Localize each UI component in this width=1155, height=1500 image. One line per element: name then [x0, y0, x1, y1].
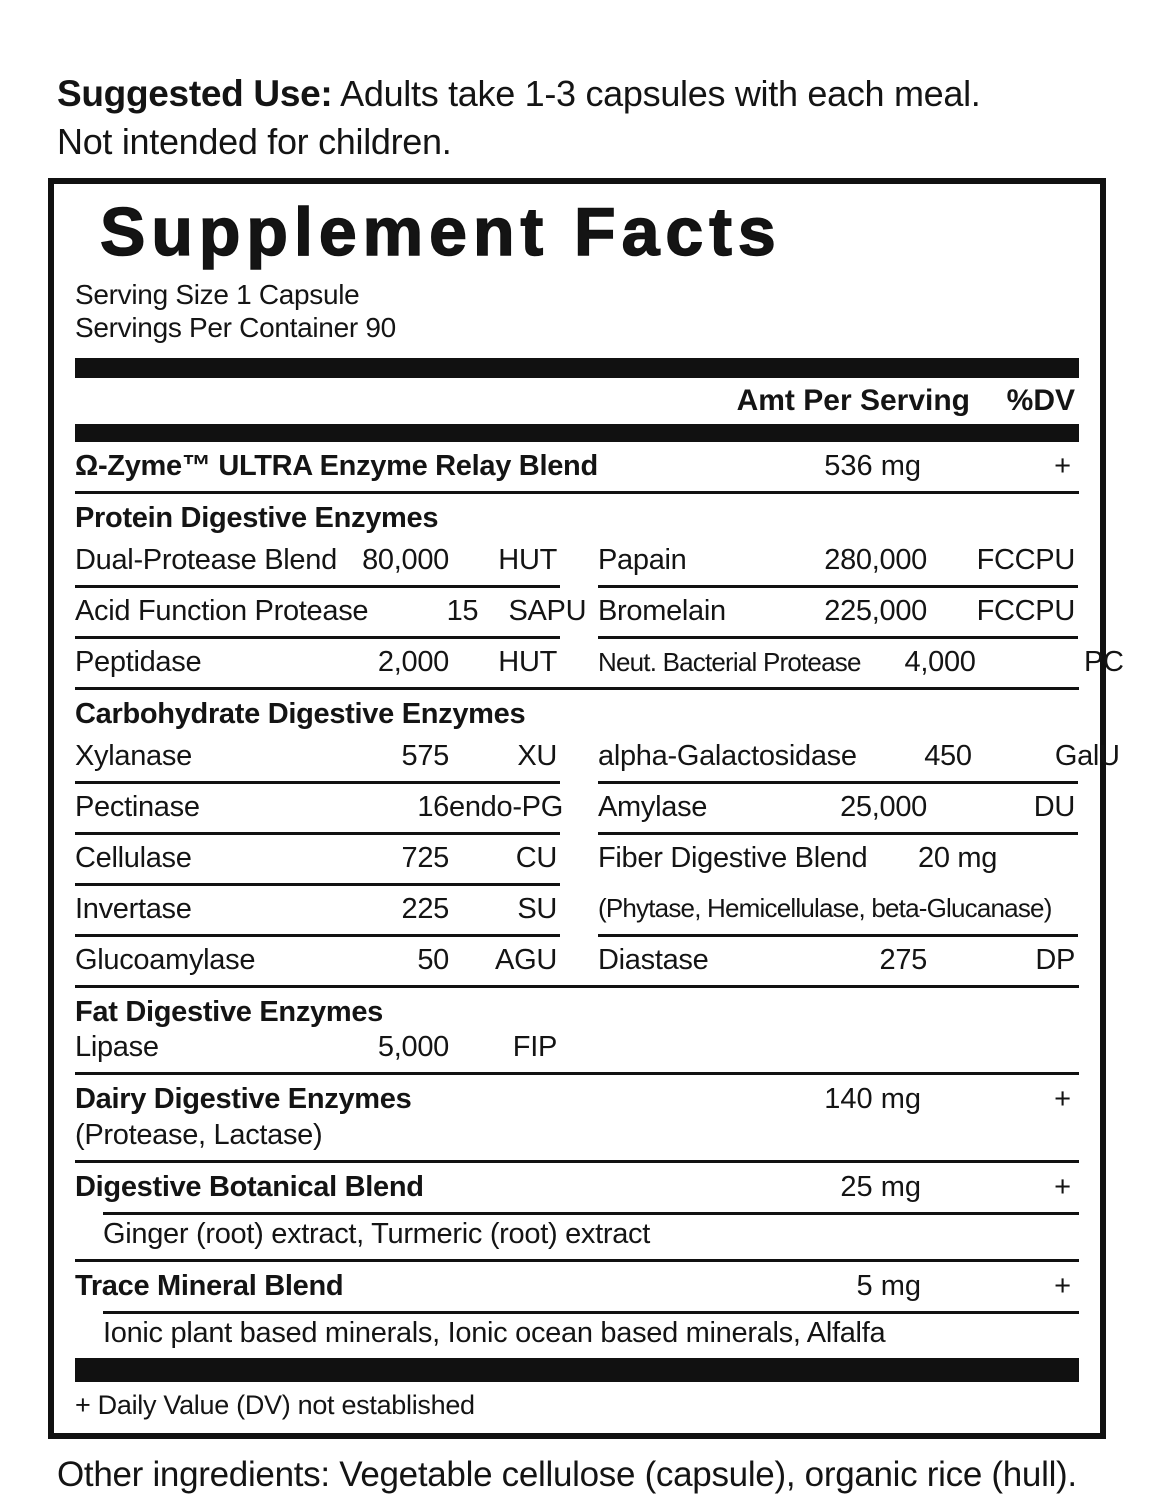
enzyme-cell — [598, 784, 1078, 835]
section-header-carbohydrate: Carbohydrate Digestive Enzymes — [75, 698, 526, 730]
enzyme-amount: 450 — [924, 740, 972, 772]
enzyme-amount: 225 — [401, 893, 449, 925]
dv-footnote: + Daily Value (DV) not established — [75, 1390, 475, 1420]
enzyme-amount: 20 mg — [918, 842, 998, 874]
enzyme-unit: DP — [1035, 944, 1075, 976]
enzyme-amount: 25,000 — [840, 791, 927, 823]
suggested-use — [48, 70, 1067, 166]
enzyme-cell — [598, 886, 1078, 937]
enzyme-amount: 725 — [401, 842, 449, 874]
blend-amount: 536 mg — [824, 450, 921, 482]
enzyme-name: Acid Function Protease — [75, 595, 369, 627]
botanical-sub-ingredients: Ginger (root) extract, Turmeric (root) extract — [103, 1218, 650, 1250]
enzyme-cell — [598, 835, 1078, 886]
enzyme-name: alpha-Galactosidase — [598, 740, 857, 772]
divider-bar-thick — [75, 424, 1079, 442]
enzyme-unit: SU — [517, 893, 557, 925]
enzyme-relay-blend-row — [75, 442, 1079, 491]
enzyme-cell — [75, 733, 560, 784]
enzyme-unit: PC — [1083, 646, 1124, 678]
enzyme-cell — [598, 639, 1124, 687]
column-header-row — [75, 378, 1079, 424]
trace-sub-ingredients: Ionic plant based minerals, Ionic ocean based minerals, Alfalfa — [103, 1317, 886, 1349]
enzyme-cell — [598, 733, 1120, 784]
enzyme-name: Bromelain — [598, 595, 726, 627]
dairy-sub-ingredients: (Protease, Lactase) — [75, 1119, 323, 1151]
blend-name: Dairy Digestive Enzymes — [75, 1083, 412, 1115]
blend-dv: + — [1054, 1270, 1071, 1302]
enzyme-amount: 225,000 — [824, 595, 927, 627]
enzyme-unit: HUT — [498, 544, 557, 576]
enzyme-unit: FIP — [512, 1031, 557, 1063]
enzyme-unit: HUT — [498, 646, 557, 678]
botanical-blend-row — [75, 1163, 1079, 1212]
enzyme-unit: FCCPU — [976, 544, 1075, 576]
enzyme-pair-row — [75, 588, 1079, 639]
enzyme-unit: DU — [1033, 791, 1075, 823]
enzyme-unit: SAPU — [508, 595, 587, 627]
supplement-facts-panel — [48, 178, 1124, 1439]
enzyme-amount: 280,000 — [824, 544, 927, 576]
suggested-use-text2: Not intended for children. — [57, 121, 452, 162]
other-ingredients: Other ingredients: Vegetable cellulose (capsule), organic rice (hull). — [57, 1455, 1077, 1494]
servings-per-container: Servings Per Container 90 — [75, 312, 396, 343]
enzyme-cell — [75, 588, 587, 639]
enzyme-unit: endo-PG — [449, 791, 563, 823]
blend-dv: + — [1054, 1171, 1071, 1203]
enzyme-cell — [75, 537, 560, 588]
enzyme-amount: 15 — [446, 595, 479, 627]
dairy-enzymes-row — [75, 1075, 1079, 1116]
enzyme-cell — [75, 784, 563, 835]
enzyme-amount: 575 — [401, 740, 449, 772]
panel-title: Supplement Facts — [100, 194, 782, 270]
enzyme-sub-ingredients: (Phytase, Hemicellulase, beta-Glucanase) — [598, 893, 1052, 923]
enzyme-pair-row — [75, 639, 1124, 687]
enzyme-name: Cellulase — [75, 842, 192, 874]
enzyme-name: Peptidase — [75, 646, 202, 678]
enzyme-pair-row — [75, 784, 1079, 835]
blend-amount: 140 mg — [824, 1083, 921, 1115]
section-header-protein: Protein Digestive Enzymes — [75, 502, 439, 534]
enzyme-name: Invertase — [75, 893, 192, 925]
enzyme-amount: 2,000 — [377, 646, 449, 678]
enzyme-unit: FCCPU — [976, 595, 1075, 627]
enzyme-unit: CU — [515, 842, 557, 874]
enzyme-cell — [75, 1029, 560, 1072]
suggested-use-text: Adults take 1-3 capsules with each meal. — [340, 73, 981, 114]
enzyme-pair-row — [75, 537, 1079, 588]
enzyme-name: Dual-Protease Blend — [75, 544, 337, 576]
divider-bar-thick — [75, 1358, 1079, 1382]
enzyme-name: Pectinase — [75, 791, 200, 823]
blend-amount: 5 mg — [856, 1270, 921, 1302]
enzyme-cell — [598, 537, 1078, 588]
enzyme-pair-row — [75, 886, 1079, 937]
enzyme-amount: 275 — [879, 944, 927, 976]
trace-mineral-blend-row — [75, 1262, 1079, 1311]
suggested-use-label: Suggested Use: — [57, 73, 333, 114]
blend-dv: + — [1054, 450, 1071, 482]
enzyme-pair-row — [75, 733, 1120, 784]
enzyme-cell — [75, 639, 560, 687]
enzyme-name: Glucoamylase — [75, 944, 256, 976]
enzyme-name: Lipase — [75, 1031, 159, 1063]
serving-info — [75, 278, 1079, 344]
enzyme-amount: 16 — [417, 791, 449, 823]
blend-amount: 25 mg — [840, 1171, 921, 1203]
percent-dv-header: %DV — [1006, 384, 1075, 417]
amt-per-serving-header: Amt Per Serving — [736, 384, 970, 417]
enzyme-cell — [75, 886, 560, 937]
enzyme-name: Amylase — [598, 791, 708, 823]
enzyme-unit: GalU — [1054, 740, 1120, 772]
enzyme-cell — [598, 937, 1078, 985]
enzyme-amount: 80,000 — [362, 544, 449, 576]
blend-name: Trace Mineral Blend — [75, 1270, 344, 1302]
enzyme-name: Xylanase — [75, 740, 192, 772]
enzyme-pair-row — [75, 1029, 1079, 1072]
enzyme-unit: AGU — [495, 944, 557, 976]
enzyme-cell — [75, 937, 560, 985]
blend-name: Ω-Zyme™ ULTRA Enzyme Relay Blend — [75, 450, 598, 482]
serving-size: Serving Size 1 Capsule — [75, 279, 360, 310]
enzyme-cell — [75, 835, 560, 886]
enzyme-unit: XU — [517, 740, 557, 772]
enzyme-name: Neut. Bacterial Protease — [598, 647, 861, 677]
enzyme-cell — [598, 588, 1078, 639]
enzyme-name: Diastase — [598, 944, 709, 976]
enzyme-name: Fiber Digestive Blend — [598, 842, 868, 874]
blend-dv: + — [1054, 1083, 1071, 1115]
divider-bar-thick — [75, 358, 1079, 378]
enzyme-amount: 4,000 — [904, 646, 976, 678]
enzyme-name: Papain — [598, 544, 687, 576]
enzyme-amount: 5,000 — [377, 1031, 449, 1063]
section-header-fat: Fat Digestive Enzymes — [75, 996, 383, 1028]
enzyme-pair-row — [75, 937, 1079, 985]
blend-name: Digestive Botanical Blend — [75, 1171, 424, 1203]
enzyme-amount: 50 — [417, 944, 449, 976]
enzyme-pair-row — [75, 835, 1079, 886]
